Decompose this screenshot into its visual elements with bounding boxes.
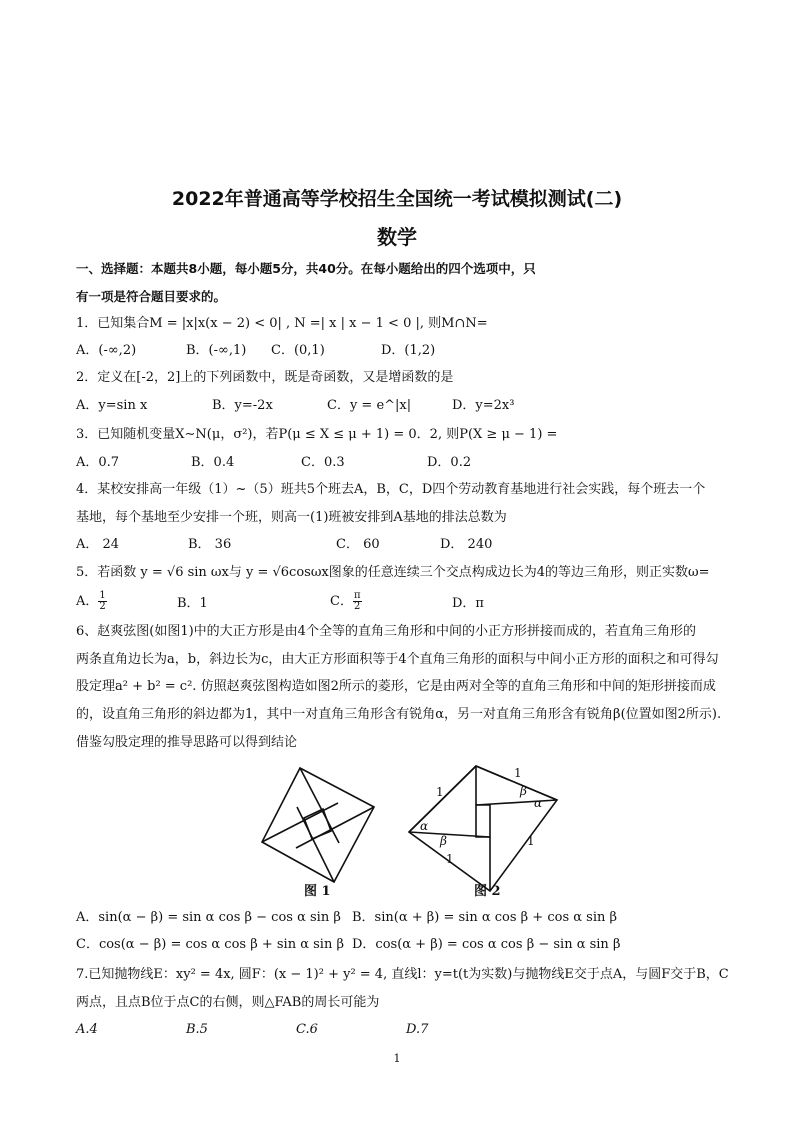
q4-stem-line-2: 基地，每个基地至少安排一个班，则高一(1)班被安排到A基地的排法总数为 [76,510,507,525]
q3-option-c: C．0.3 [301,455,345,470]
section-heading-line-1: 一、选择题：本题共8小题，每小题5分，共40分。在每小题给出的四个选项中，只 [76,261,536,276]
q3-option-d: D．0.2 [427,455,472,470]
q1-option-d: D．(1,2) [381,343,436,358]
q6-stem-line-2: 两条直角边长为a，b，斜边长为c，由大正方形面积等于4个直角三角形的面积与中间小正方形的面积之和可得勾 [76,652,719,667]
q6-option-b: B．sin(α + β) = sin α cos β + cos α sin β [352,910,618,925]
q6-option-d: D．cos(α + β) = cos α cos β − sin α sin β [352,937,621,952]
q5-option-c-numerator: π [353,590,361,601]
q5-option-c [330,591,362,612]
exam-title: 2022年普通高等学校招生全国统一考试模拟测试(二) [171,188,623,210]
q3-option-b: B．0.4 [191,455,235,470]
q6-stem-line-1: 6、赵爽弦图(如图1)中的大正方形是由4个全等的直角三角形和中间的小正方形拼接而成的，若直角三角形的 [76,624,696,639]
q2-option-c: C．y = e^|x| [327,398,412,413]
q2-option-d: D．y=2x³ [452,398,515,413]
q5-option-a [76,591,107,612]
fig2-label-one-bottom: 1 [446,852,454,866]
fig2-labels [420,766,542,866]
q5-option-d: D．π [452,596,484,611]
q2-option-b: B．y=-2x [212,398,273,413]
fig2-label-beta-bottom: β [440,834,447,848]
fig1-chord-4 [262,803,338,842]
fig2-label-alpha-right: α [534,796,543,810]
figure-2-caption: 图 2 [474,884,501,899]
q5-option-a-label: A． [76,594,99,609]
q4-stem-line-1: 4．某校安排高一年级（1）~（5）班共5个班去A，B，C，D四个劳动教育基地进行社会实践，每个班去一个 [76,482,706,497]
section-heading-line-2: 有一项是符合题目要求的。 [76,289,227,304]
q5-option-c-label: C． [330,594,353,609]
fig2-inner-rect [476,805,490,837]
q7-option-d: D.7 [406,1022,429,1037]
q3-stem: 3．已知随机变量X∼N(μ，σ²)，若P(μ ≤ X ≤ μ + 1) = 0．2, 则P(X ≥ μ − 1) = [76,427,558,442]
q1-stem: 1．已知集合M = |x|x(x − 2) < 0| , N =| x | x − 1 < 0 |, 则M∩N= [76,316,488,331]
q5-option-b: B．1 [177,596,208,611]
q4-option-d: D． 240 [440,537,493,552]
fig2-label-alpha-left: α [420,819,429,833]
figure-1-caption: 图 1 [304,884,331,899]
fig2-label-one-top: 1 [514,766,522,780]
q1-option-c: C．(0,1) [271,343,325,358]
q7-stem-line-1: 7.已知抛物线E：xy² = 4x, 圆F：(x − 1)² + y² = 4, 直线l：y=t(t为实数)与抛物线E交于点A，与圆F交于B，C [76,967,729,982]
q5-stem: 5．若函数 y = √6 sin ωx与 y = √6cosωx图象的任意连续三个交点构成边长为4的等边三角形，则正实数ω= [76,565,710,580]
figure-1-diagram [262,768,374,882]
q4-option-a: A． 24 [76,537,120,552]
page-number: 1 [393,1052,401,1065]
q7-stem-line-2: 两点，且点B位于点C的右侧，则△FAB的周长可能为 [76,995,380,1010]
q7-option-b: B.5 [186,1022,208,1037]
fig1-outer-square [262,768,374,882]
q5-option-c-denominator: 2 [354,601,361,612]
fig2-label-beta-top: β [520,784,527,798]
q2-stem: 2．定义在[-2，2]上的下列函数中，既是奇函数，又是增函数的是 [76,370,454,385]
q6-figures-svg [0,760,794,900]
q3-option-a: A．0.7 [76,455,120,470]
q5-option-c-fraction [353,591,362,612]
q6-stem-line-4: 的，设直角三角形的斜边都为1，其中一对直角三角形含有锐角α，另一对直角三角形含有锐角β(位置如图2所示). [76,707,722,722]
q5-option-a-denominator: 2 [99,601,106,612]
q6-stem-line-5: 借鉴勾股定理的推导思路可以得到结论 [76,735,298,750]
q7-option-c: C.6 [296,1022,318,1037]
fig2-rhombus [409,766,557,891]
q5-option-a-fraction [98,591,106,612]
q5-option-a-numerator: 1 [99,590,106,601]
q1-option-a: A．(-∞,2) [76,343,137,358]
q6-stem-line-3: 股定理a² + b² = c². 仿照赵爽弦图构造如图2所示的菱形，它是由两对全等的直角三角形和中间的矩形拼接而成 [76,679,716,694]
q2-option-a: A．y=sin x [76,398,148,413]
q4-option-c: C． 60 [336,537,380,552]
fig2-label-one-left: 1 [436,785,444,799]
exam-subject: 数学 [377,225,417,249]
q6-option-a: A．sin(α − β) = sin α cos β − cos α sin β [76,910,341,925]
q6-option-c: C．cos(α − β) = cos α cos β + sin α sin β [76,937,344,952]
q6-figures [0,760,794,900]
fig2-label-one-right: 1 [527,834,535,848]
q4-option-b: B． 36 [188,537,232,552]
q1-option-b: B．(-∞,1) [186,343,247,358]
q7-option-a: A.4 [76,1022,98,1037]
figure-2-diagram [409,766,557,891]
